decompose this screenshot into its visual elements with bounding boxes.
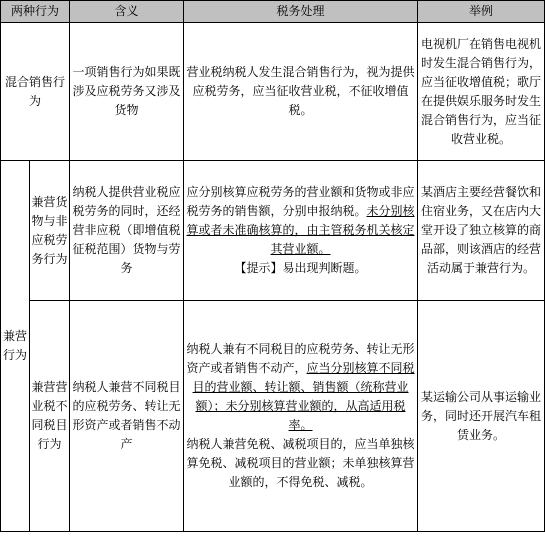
treatment-text: 应分别核算应税劳务的营业额和货物或非应税劳务的销售额，分别申报纳税。 <box>186 185 415 218</box>
concurrent-goods-treatment <box>184 161 418 301</box>
header-example: 举例 <box>418 1 545 23</box>
mixed-sale-meaning: 一项销售行为如果既涉及应税劳务又涉及货物 <box>70 23 184 161</box>
concurrent-label: 兼营行为 <box>1 161 30 532</box>
treatment-text-underlined: 未分别核算或者未准确核算的，由主管税务机关核定其营业额。 <box>186 204 415 256</box>
concurrent-items-meaning: 纳税人兼营不同税目的应税劳务、转让无形资产或者销售不动产 <box>70 301 184 532</box>
concurrent-goods-type: 兼营货物与非应税劳务行为 <box>30 161 70 301</box>
concurrent-goods-example: 某酒店主要经营餐饮和住宿业务，又在店内大堂开设了独立核算的商品部，则该酒店的经营活动属于兼营行为。 <box>418 161 545 301</box>
treatment-text-underlined: 应当分别核算不同税目的营业额、转让额、销售额（统称营业额）；未分别核算营业额的，从高适用税率。 <box>192 361 415 432</box>
table-row-concurrent-goods <box>1 161 545 301</box>
concurrent-goods-meaning: 纳税人提供营业税应税劳务的同时，还经营非应税（即增值税征税范围）货物与劳务 <box>70 161 184 301</box>
header-meaning: 含义 <box>70 1 184 23</box>
table-row-concurrent-items <box>1 301 545 532</box>
concurrent-items-treatment <box>184 301 418 532</box>
header-behavior: 两种行为 <box>1 1 70 23</box>
header-row <box>1 1 545 23</box>
mixed-sale-label: 混合销售行为 <box>1 23 70 161</box>
mixed-sale-treatment: 营业税纳税人发生混合销售行为，视为提供应税劳务，应当征收营业税，不征收增值税。 <box>184 23 418 161</box>
treatment-text: 纳税人兼有不同税目的应税劳务、转让无形资产或者销售不动产， <box>186 342 415 375</box>
tip-text: 【提示】易出现判断题。 <box>234 261 367 275</box>
concurrent-items-example: 某运输公司从事运输业务，同时还开展汽车租赁业务。 <box>418 301 545 532</box>
table-row-mixed <box>1 23 545 161</box>
header-treatment: 税务处理 <box>184 1 418 23</box>
mixed-sale-example: 电视机厂在销售电视机时发生混合销售行为，应当征收增值税；歌厅在提供娱乐服务时发生混合销售行为，应当征收营业税。 <box>418 23 545 161</box>
treatment-text-exempt: 纳税人兼营免税、减税项目的，应当单独核算免税、减税项目的营业额；未单独核算营业额的，不得免税、减税。 <box>186 437 415 489</box>
concurrent-items-type: 兼营营业税不同税目行为 <box>30 301 70 532</box>
